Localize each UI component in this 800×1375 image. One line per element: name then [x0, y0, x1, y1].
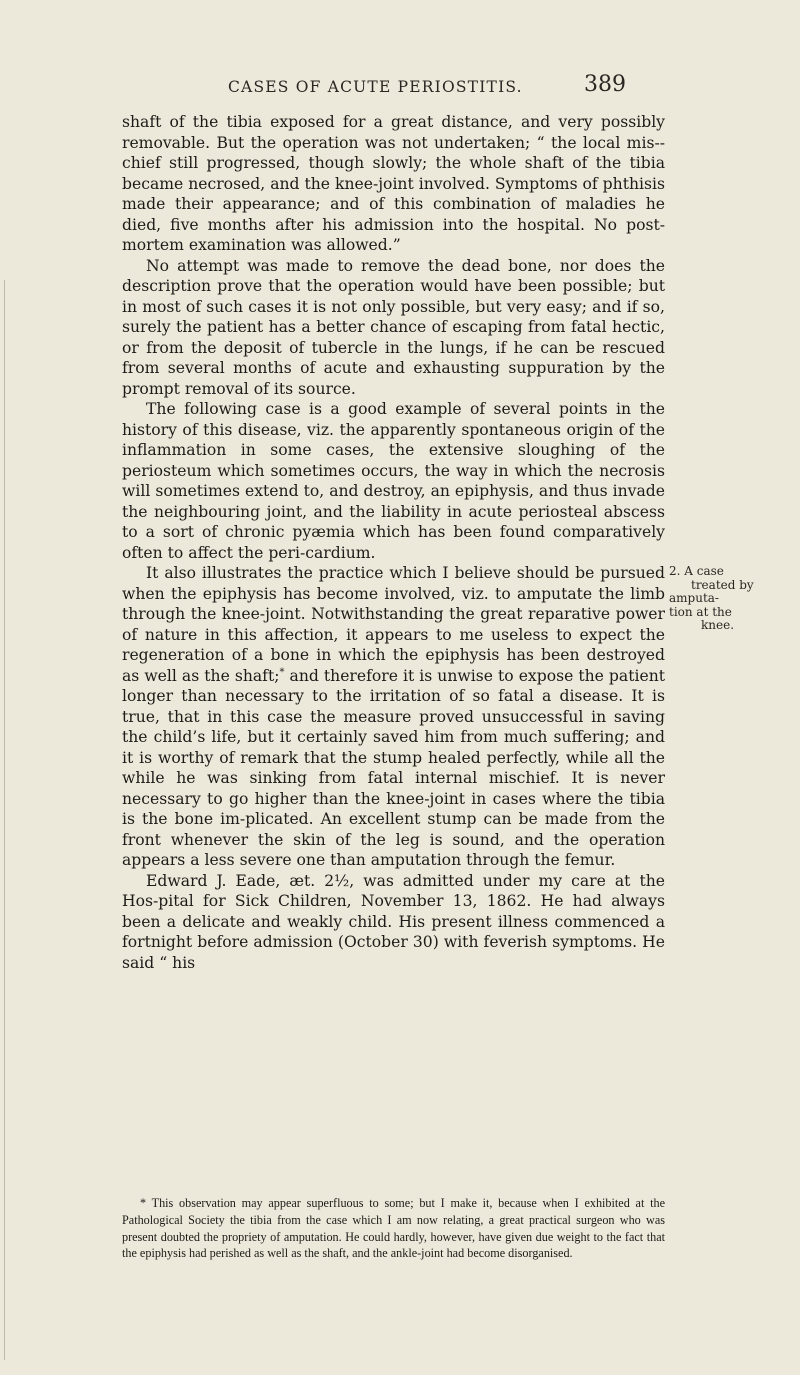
body-text — [122, 112, 665, 973]
page-header — [0, 70, 800, 100]
page-number: 389 — [584, 72, 626, 97]
paragraph-4 — [122, 563, 665, 871]
margin-note-line-5: knee. — [701, 618, 735, 632]
paragraph-4-part-2: and therefore it is unwise to expose the patient longer than necessary to the irritation of so fatal a disease. It is true, that in this case the measure proved unsuccessful in saving the child’s life, but it certainly saved him from much suffering; and it is worthy of remark that the stump healed perfectly, while all the while he was sinking from fatal internal mischief. It is never necessary to go higher than the knee-joint in cases where the tibia is the bone im-plicated. An excellent stump can be made from the front whenever the skin of the leg is sound, and the operation appears a less severe one than amputation through the femur. — [122, 666, 665, 869]
margin-note-line-1: 2. A case — [669, 564, 724, 578]
margin-note-line-3: amputa- — [669, 591, 719, 605]
margin-note-line-2: treated by — [691, 577, 754, 592]
binding-edge — [4, 280, 5, 1360]
margin-note — [669, 565, 799, 633]
footnote-marker: * — [279, 666, 285, 678]
paragraph-5: Edward J. Eade, æt. 2½, was admitted under my care at the Hos-pital for Sick Children, November 13, 1862. He had always been a delicate and weakly child. His present illness commenced a fortnight before admission (October 30) with feverish symptoms. He said “ his — [122, 871, 665, 972]
paragraph-2: No attempt was made to remove the dead bone, nor does the description prove that the operation would have been possible; but in most of such cases it is not only possible, but very easy; and if so, surely the patient has a better chance of escaping from fatal hectic, or from the deposit of tubercle in the lungs, if he can be rescued from several months of acute and exhausting suppuration by the prompt removal of its source. — [122, 256, 665, 398]
paragraph-3: The following case is a good example of several points in the history of this disease, viz. the apparently spontaneous origin of the inflammation in some cases, the extensive sloughing of the periosteum which sometimes occurs, the way in which the necrosis will sometimes extend to, and destroy, an epiphysis, and thus invade the neighbouring joint, and the liability in acute periosteal abscess to a sort of chronic pyæmia which has been found comparatively often to affect the peri-cardium. — [122, 400, 665, 562]
paragraph-1: shaft of the tibia exposed for a great distance, and very possibly removable. But the operation was not undertaken; “ the local mis-chief still progressed, though slowly; the whole shaft of the tibia became necrosed, and the knee-joint involved. Symptoms of phthisis made their appearance; and of this combination of maladies he died, five months after his admission into the hospital. No post-mortem examination was allowed.” — [122, 113, 665, 254]
paragraph-4-part-1: It also illustrates the practice which I believe should be pursued when the epiphysis has become involved, viz. to amputate the limb through the knee-joint. Notwithstanding the great reparative power of nature in this affection, it appears to me useless to expect the regeneration of a bone in which the epiphysis has been destroyed as well as the shaft; — [122, 564, 665, 685]
running-head: CASES OF ACUTE PERIOSTITIS. — [228, 78, 523, 96]
footnote-text: * This observation may appear superfluous to some; but I make it, because when I exhibited at the Pathological Society the tibia from the case which I am now relating, a great practical surgeon who was present doubted the propriety of amputation. He could hardly, however, have given due weight to the fact that the epiphysis had perished as well as the shaft, and the ankle-joint had become disorganised. — [122, 1196, 665, 1261]
margin-note-line-4: tion at the — [669, 604, 732, 619]
footnote — [122, 1195, 665, 1262]
